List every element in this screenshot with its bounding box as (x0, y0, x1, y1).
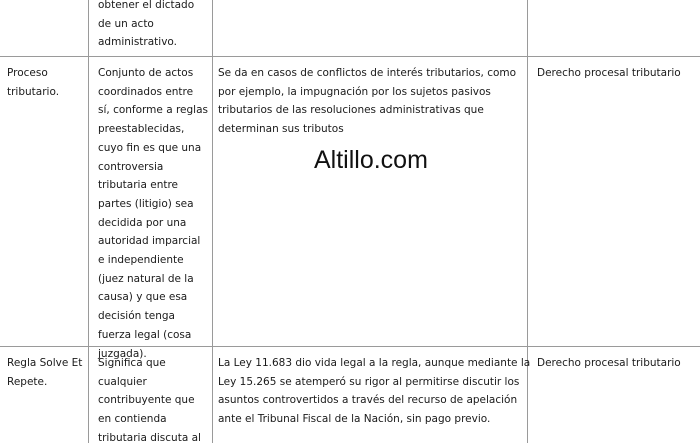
row-2-branch (537, 354, 681, 373)
text-line: asuntos controvertidos a través del recurso de apelación (218, 394, 518, 407)
text-line: tributaria discuta al (98, 431, 201, 444)
text-line: tributario. (7, 85, 60, 98)
row-divider (0, 56, 700, 57)
text-line: La Ley 11.683 dio vida legal a la regla, aunque mediante la (218, 357, 531, 369)
text-line: Regla Solve Et (7, 357, 83, 369)
row-2-definition (98, 354, 201, 448)
text-line: Derecho procesal tributario (537, 357, 681, 369)
text-line: Se da en casos de conflictos de interés tributarios, como (218, 67, 517, 79)
text-line: tributarios de las resoluciones administrativas que (218, 104, 484, 117)
text-line: Conjunto de actos (98, 67, 194, 79)
text-line: partes (litigio) sea (98, 197, 194, 210)
text-line: determinan sus tributos (218, 123, 344, 136)
text-line: Derecho procesal tributario (537, 67, 681, 79)
text-line: decisión tenga (98, 310, 175, 323)
text-line: causa) y que esa (98, 291, 188, 304)
text-line: tributaria entre (98, 179, 179, 192)
text-line: por ejemplo, la impugnación por los sujetos pasivos (218, 85, 491, 98)
text-line: Proceso (7, 67, 48, 79)
text-line: controversia (98, 160, 164, 173)
text-line: obtener el dictado (98, 0, 195, 11)
text-line: administrativo. (98, 36, 177, 49)
text-line: (juez natural de la (98, 272, 194, 285)
row-2-example (218, 354, 530, 429)
row-1-term (7, 64, 59, 101)
text-line: cualquier (98, 375, 147, 388)
watermark: Altillo.com (314, 146, 428, 174)
text-line: juzgada). (98, 347, 147, 360)
text-line: sí, conforme a reglas (98, 104, 208, 117)
text-line: autoridad imparcial (98, 235, 201, 248)
text-line: coordinados entre (98, 85, 194, 98)
row-1-branch (537, 64, 681, 83)
text-line: en contienda (98, 413, 167, 426)
text-line: cuyo fin es que una (98, 141, 202, 154)
text-line: Repete. (7, 375, 48, 388)
text-line: Ley 15.265 se atemperó su rigor al permitirse discutir los (218, 375, 520, 388)
row-0-definition (98, 0, 194, 52)
text-line: Significa que (98, 357, 166, 369)
row-1-example (218, 64, 516, 139)
row-1-definition (98, 64, 208, 363)
text-line: ante el Tribunal Fiscal de la Nación, sin pago previo. (218, 413, 491, 426)
text-line: preestablecidas, (98, 123, 185, 136)
text-line: e independiente (98, 254, 184, 267)
text-line: fuerza legal (cosa (98, 328, 192, 341)
row-2-term (7, 354, 82, 391)
text-line: contribuyente que (98, 394, 195, 407)
text-line: de un acto (98, 17, 154, 30)
column-divider (88, 0, 89, 443)
text-line: decidida por una (98, 216, 187, 229)
column-divider (212, 0, 213, 443)
